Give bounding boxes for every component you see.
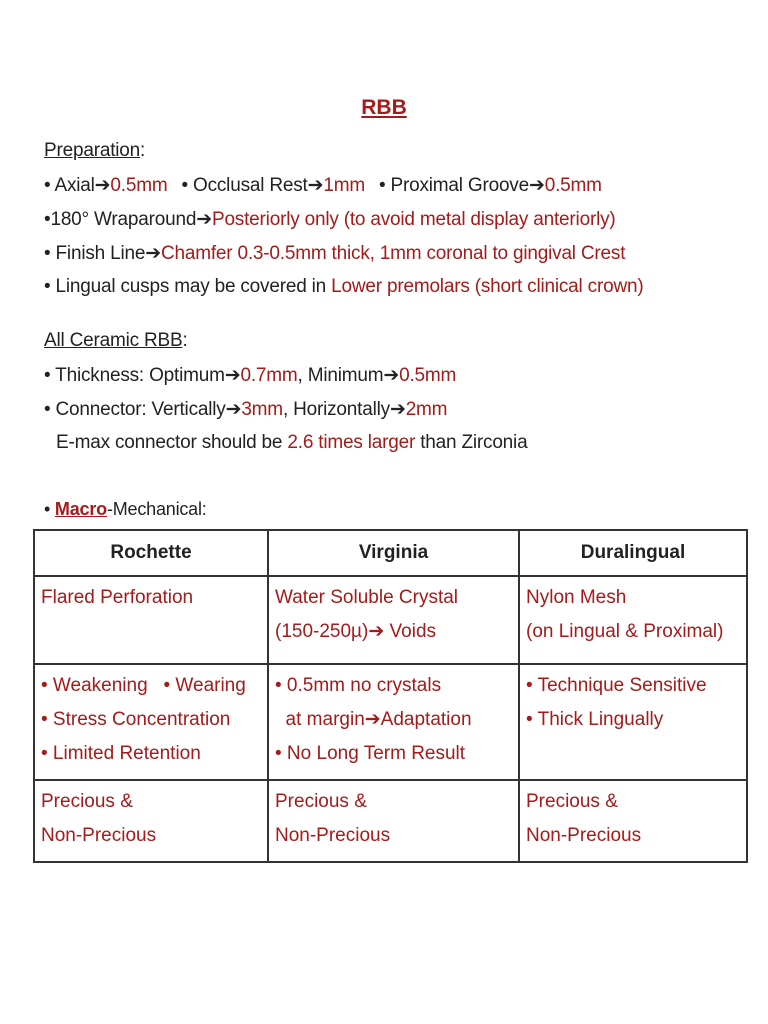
cell-text: Precious & — [275, 791, 367, 812]
cell-text: Non-Precious — [275, 825, 391, 846]
ceramic-line-2 — [44, 398, 447, 421]
thickness-min-label: , Minimum➔ — [297, 365, 400, 386]
prep-line-2 — [44, 208, 616, 231]
table-row — [34, 780, 747, 862]
connector-label: • Connector: Vertically➔ — [44, 399, 242, 420]
macro-bullet: • — [44, 499, 55, 519]
lingual-value: Lower premolars (short clinical crown) — [331, 276, 644, 297]
macro-heading-line — [44, 499, 207, 520]
lingual-label: • Lingual cusps may be covered in — [44, 276, 332, 297]
finish-value: Chamfer 0.3-0.5mm thick, 1mm coronal to gingival Crest — [160, 243, 626, 264]
ceramic-line-1 — [44, 364, 456, 387]
axial-value: 0.5mm — [110, 175, 168, 196]
cell-text: Non-Precious — [41, 825, 157, 846]
ceramic-heading-line: All Ceramic RBB: — [44, 330, 188, 351]
cell-text: Nylon Mesh — [526, 587, 627, 608]
connector-horizontal: 2mm — [405, 399, 448, 420]
cell-text: • Technique Sensitive — [526, 675, 707, 696]
emax-value: 2.6 times larger — [287, 432, 416, 453]
occlusal-value: 1mm — [323, 175, 365, 196]
occlusal-label: • Occlusal Rest➔ — [181, 175, 324, 196]
thickness-minimum: 0.5mm — [399, 365, 457, 386]
prep-line-4 — [44, 276, 643, 298]
macro-rest: -Mechanical: — [106, 499, 207, 519]
cell-text: • 0.5mm no crystals — [275, 675, 442, 696]
macro-mechanical-table — [33, 529, 748, 863]
rochette-retention-cell — [34, 576, 268, 664]
connector-horiz-label: , Horizontally➔ — [282, 399, 406, 420]
preparation-heading: Preparation — [44, 140, 141, 161]
cell-text: • Limited Retention — [41, 743, 201, 764]
cell-text: Flared Perforation — [41, 587, 194, 608]
ceramic-line-3 — [56, 432, 527, 454]
cell-text: Precious & — [526, 791, 618, 812]
macro-word: Macro — [54, 499, 107, 519]
cell-text: • Weakening • Wearing — [41, 675, 246, 696]
virginia-disadvantages-cell — [268, 664, 519, 780]
emax-suffix: than Zirconia — [415, 432, 528, 453]
page-title: RBB — [361, 96, 407, 119]
table-row — [34, 664, 747, 780]
thickness-label: • Thickness: Optimum➔ — [44, 365, 241, 386]
table-header-row — [34, 530, 747, 576]
prep-line-1 — [44, 174, 602, 197]
virginia-retention-cell — [268, 576, 519, 664]
duralingual-alloy-cell — [519, 780, 747, 862]
table-row — [34, 576, 747, 664]
cell-text: Non-Precious — [526, 825, 642, 846]
duralingual-disadvantages-cell — [519, 664, 747, 780]
connector-vertical: 3mm — [241, 399, 283, 420]
cell-text: • No Long Term Result — [275, 743, 466, 764]
rochette-disadvantages-cell — [34, 664, 268, 780]
prep-line-3 — [44, 242, 625, 265]
duralingual-retention-cell — [519, 576, 747, 664]
wrap-label: •180° Wraparound➔ — [44, 209, 212, 230]
cell-text: • Stress Concentration — [41, 709, 231, 730]
preparation-heading-line: Preparation: — [44, 140, 146, 161]
ceramic-heading: All Ceramic RBB — [44, 330, 183, 351]
thickness-optimum: 0.7mm — [240, 365, 298, 386]
axial-label: • Axial➔ — [44, 175, 111, 196]
cell-text: Water Soluble Crystal — [275, 587, 459, 608]
virginia-alloy-cell — [268, 780, 519, 862]
emax-prefix: E-max connector should be — [56, 432, 288, 453]
cell-text: (on Lingual & Proximal) — [526, 621, 724, 642]
wrap-value: Posteriorly only (to avoid metal display anteriorly) — [211, 209, 616, 230]
proximal-label: • Proximal Groove➔ — [378, 175, 545, 196]
finish-label: • Finish Line➔ — [44, 243, 161, 264]
proximal-value: 0.5mm — [544, 175, 602, 196]
header-rochette: Rochette — [34, 530, 268, 576]
header-duralingual: Duralingual — [519, 530, 747, 576]
cell-text: (150-250µ)➔ Voids — [275, 621, 437, 642]
cell-text: Precious & — [41, 791, 133, 812]
header-virginia: Virginia — [268, 530, 519, 576]
cell-text: at margin➔Adaptation — [275, 709, 472, 730]
rochette-alloy-cell — [34, 780, 268, 862]
cell-text: • Thick Lingually — [526, 709, 664, 730]
